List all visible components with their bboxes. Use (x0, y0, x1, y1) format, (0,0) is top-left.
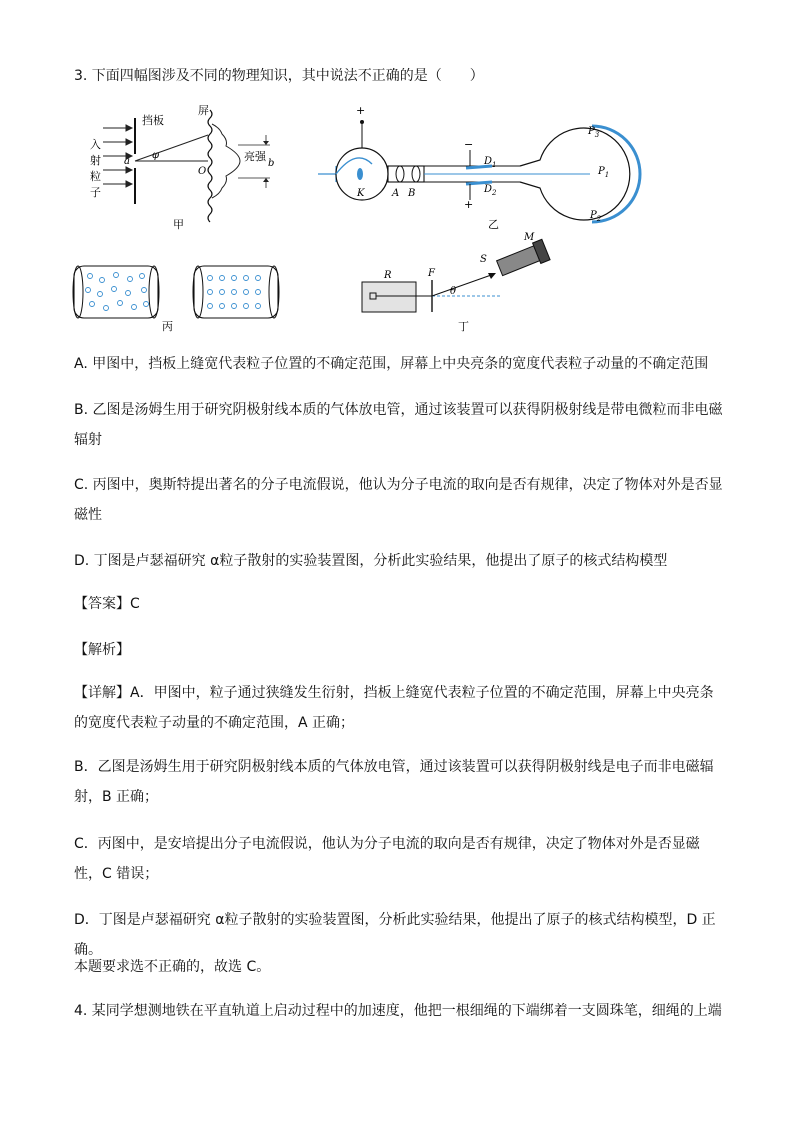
option-c: C. 丙图中，奥斯特提出著名的分子电流假说，他认为分子电流的取向是否有规律，决定了物体对外是否显磁性 (74, 477, 723, 523)
q3-figures (0, 100, 794, 360)
option-b: B. 乙图是汤姆生用于研究阴极射线本质的气体放电管，通过该装置可以获得阴极射线是带电微粒而非电磁辐射 (74, 402, 723, 448)
q3-stem: 3. 下面四幅图涉及不同的物理知识，其中说法不正确的是（ ） (74, 68, 484, 84)
svg-text:P3 (587, 126, 600, 139)
yi-p3-sub: 3 (594, 131, 600, 139)
yi-b-label: B (408, 188, 416, 199)
bing-caption: 丙 (162, 320, 173, 333)
jia-incident-3: 粒 (90, 170, 101, 183)
yi-d1-label: D (484, 156, 493, 167)
jia-a-label: a (124, 156, 130, 167)
ding-caption: 丁 (458, 320, 469, 333)
jia-b-label: b (268, 158, 275, 169)
detail-d: D．丁图是卢瑟福研究 α粒子散射的实验装置图，分析此实验结果，他提出了原子的核式结构模型，D 正确。 (74, 912, 716, 958)
jia-incident-4: 子 (90, 186, 101, 199)
jia-o-label: O (198, 166, 207, 177)
ding-s-label: S (480, 254, 487, 265)
analysis-label: 【解析】 (74, 642, 130, 658)
svg-text:P1 (597, 166, 609, 179)
jia-bright-label: 亮强 (244, 150, 266, 163)
jia-caption: 甲 (173, 218, 184, 231)
yi-p1-label: P (598, 166, 605, 177)
yi-d2-label: D (484, 184, 493, 195)
yi-p2-label: P (590, 210, 597, 221)
jia-incident-2: 射 (90, 154, 101, 167)
option-a: A. 甲图中，挡板上缝宽代表粒子位置的不确定范围，屏幕上中央亮条的宽度代表粒子动量的不确定范围 (74, 356, 709, 372)
jia-baffle-label: 挡板 (142, 114, 164, 127)
q4-stem: 4. 某同学想测地铁在平直轨道上启动过程中的加速度，他把一根细绳的下端绑着一支圆珠笔，细绳的上端 (74, 1003, 722, 1019)
jia-phi-label: φ (152, 150, 160, 161)
ding-theta-label: θ (450, 286, 457, 297)
ding-f-label: F (428, 268, 435, 279)
yi-minus: − (464, 138, 474, 151)
yi-d1-sub: 1 (492, 161, 497, 169)
figure-ding (362, 232, 550, 333)
figure-jia (90, 104, 274, 231)
yi-p2-sub: 2 (596, 215, 602, 223)
jia-screen-label: 屏 (198, 104, 209, 117)
figure-bing (73, 266, 279, 333)
detail-b: B．乙图是汤姆生用于研究阴极射线本质的气体放电管，通过该装置可以获得阴极射线是电子而非电磁辐射，B 正确； (74, 759, 714, 805)
svg-text:D2 (483, 184, 497, 197)
figure-yi (318, 104, 640, 231)
yi-d2-sub: 2 (492, 189, 497, 197)
yi-plus: + (464, 198, 474, 211)
yi-caption: 乙 (488, 218, 499, 231)
yi-anode-plus: + (356, 104, 366, 117)
ding-m-label: M (524, 232, 535, 243)
detail-c: C．丙图中，是安培提出分子电流假说，他认为分子电流的取向是否有规律，决定了物体对外是否显磁性，C 错误； (74, 836, 700, 882)
yi-p1-sub: 1 (604, 171, 610, 179)
option-d: D. 丁图是卢瑟福研究 α粒子散射的实验装置图，分析此实验结果，他提出了原子的核式结构模型 (74, 553, 668, 569)
yi-k-label: K (357, 188, 365, 199)
answer: 【答案】C (74, 596, 140, 612)
ding-r-label: R (384, 270, 392, 281)
yi-a-label: A (392, 188, 400, 199)
conclusion: 本题要求选不正确的，故选 C。 (74, 959, 271, 975)
detail-a: 【详解】A．甲图中，粒子通过狭缝发生衍射，挡板上缝宽代表粒子位置的不确定范围，屏幕上中央亮条的宽度代表粒子动量的不确定范围，A 正确； (74, 685, 714, 731)
jia-incident-1: 入 (90, 138, 101, 151)
yi-p3-label: P (588, 126, 595, 137)
